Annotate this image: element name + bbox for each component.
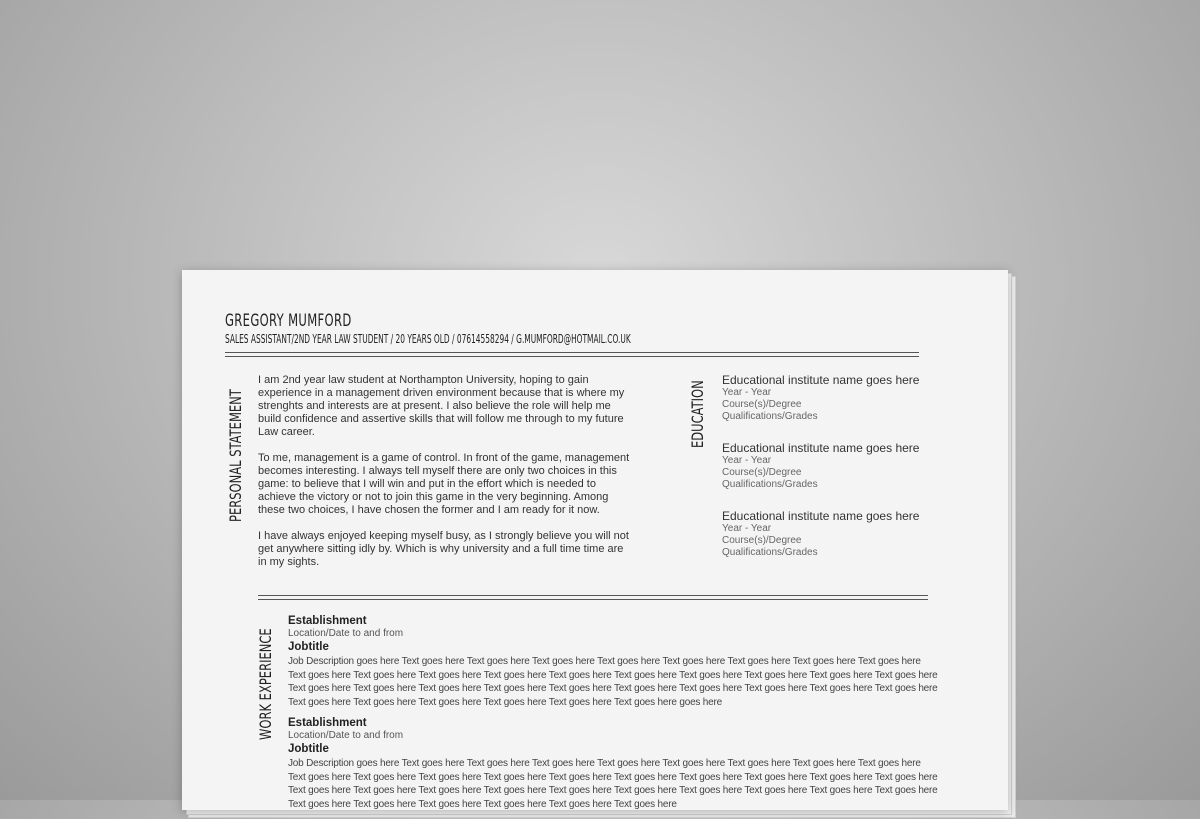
header-rule-top [225,352,919,353]
work-experience-heading: WORK EXPERIENCE [256,628,275,740]
education-years: Year - Year [722,387,772,398]
education-institute: Educational institute name goes here [722,509,920,523]
job-description: Job Description goes here Text goes here Text goes here Text goes here Text goes here Text goes here Text goes here Text goes here Text goes here Text goes here Text goes here Text goes here Text goes here Text goes here Text goes here Text goes here Text goes here Text goes here Text goes here Text goes here Text goes here Text goes here Text goes here Text goes here Text goes here Text goes here Text goes here Text goes here Text goes here Text goes here Text goes here Text goes here Text goes here Text goes here Text goes here goes here [288,656,938,708]
education-institute: Educational institute name goes here [722,373,920,387]
job-location: Location/Date to and from [288,730,404,741]
education-course: Course(s)/Degree [722,399,802,410]
candidate-subtitle: SALES ASSISTANT/2ND YEAR LAW STUDENT / 20 YEARS OLD / 07614558294 / G.MUMFORD@HOTMAIL.CO.UK [225,332,631,346]
education-course: Course(s)/Degree [722,467,802,478]
header-rule-bottom [225,356,919,357]
education-item [722,373,962,423]
education-grades: Qualifications/Grades [722,411,818,422]
resume-page [182,270,1008,810]
education-heading: EDUCATION [688,380,707,448]
personal-statement-paragraph: I have always enjoyed keeping myself busy, as I strongly believe you will not get anywhere sitting idly by. Which is why university and a full time time are in my sights. [258,530,629,568]
personal-statement-body [258,374,630,582]
personal-statement-heading: PERSONAL STATEMENT [226,389,245,522]
job-title: Jobtitle [288,641,329,653]
job-establishment: Establishment [288,717,367,729]
work-experience-item [288,615,938,709]
section-rule-top [258,595,928,596]
education-grades: Qualifications/Grades [722,547,818,558]
education-list [722,373,962,577]
personal-statement-paragraph: To me, management is a game of control. In front of the game, management becomes interesting. I always tell myself there are only two choices in this game: to believe that I will win and put in the effort which is needed to achieve the victory or not to join this game in the very beginning. Among these two choices, I have chosen the former and I am ready for it now. [258,452,630,516]
work-experience-item [288,717,938,811]
education-years: Year - Year [722,455,772,466]
job-establishment: Establishment [288,615,367,627]
section-rule-bottom [258,599,928,600]
education-course: Course(s)/Degree [722,535,802,546]
education-institute: Educational institute name goes here [722,441,920,455]
work-experience-list [288,615,938,819]
personal-statement-paragraph: I am 2nd year law student at Northampton University, hoping to gain experience in a management driven environment because that is where my strenghts and interests are at present. I also believe the role will help me build confidence and assertive skills that will follow me through to my future Law career. [258,374,625,438]
education-years: Year - Year [722,523,772,534]
education-item [722,509,962,559]
job-description: Job Description goes here Text goes here Text goes here Text goes here Text goes here Text goes here Text goes here Text goes here Text goes here Text goes here Text goes here Text goes here Text goes here Text goes here Text goes here Text goes here Text goes here Text goes here Text goes here Text goes here Text goes here Text goes here Text goes here Text goes here Text goes here Text goes here Text goes here Text goes here Text goes here Text goes here Text goes here Text goes here Text goes here Text goes here Text goes here [288,758,938,810]
job-location: Location/Date to and from [288,628,404,639]
education-item [722,441,962,491]
education-grades: Qualifications/Grades [722,479,818,490]
job-title: Jobtitle [288,743,329,755]
candidate-name: GREGORY MUMFORD [225,311,352,331]
